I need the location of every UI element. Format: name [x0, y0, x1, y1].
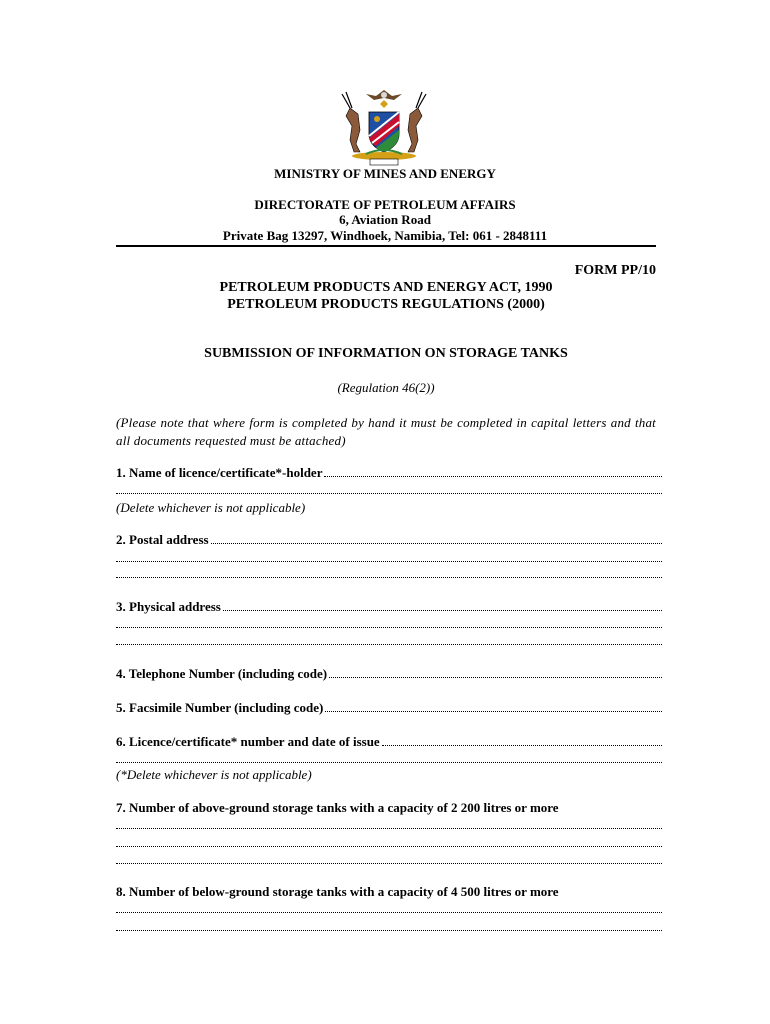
q6-input-line-2[interactable]: [116, 762, 662, 763]
act-title: PETROLEUM PRODUCTS AND ENERGY ACT, 1990: [219, 280, 553, 295]
q5-row: [116, 700, 662, 716]
q2-label: 2. Postal address: [116, 532, 209, 547]
address-line-2: Private Bag 13297, Windhoek, Namibia, Tel: 061 - 2848111: [222, 228, 548, 243]
q1-input-line-2[interactable]: [116, 493, 662, 494]
q5-input-line[interactable]: [325, 700, 662, 712]
q2-input-line[interactable]: [211, 532, 662, 544]
q7-input-line-3[interactable]: [116, 863, 662, 864]
q3-row: [116, 599, 662, 615]
q3-input-line[interactable]: [223, 599, 662, 611]
q8-input-line-2[interactable]: [116, 930, 662, 931]
q3-input-line-2[interactable]: [116, 627, 662, 628]
form-number: FORM PP/10: [574, 263, 656, 278]
directorate-name: DIRECTORATE OF PETROLEUM AFFAIRS: [254, 197, 516, 212]
q4-input-line[interactable]: [329, 666, 662, 678]
q6-label: 6. Licence/certificate* number and date of issue: [116, 734, 380, 749]
q2-row: [116, 532, 662, 548]
q2-input-line-3[interactable]: [116, 577, 662, 578]
regulation-reference: (Regulation 46(2)): [337, 380, 435, 395]
q8-input-line-1[interactable]: [116, 912, 662, 913]
q4-row: [116, 666, 662, 682]
q1-row: [116, 465, 662, 481]
q2-input-line-2[interactable]: [116, 561, 662, 562]
address-line-1: 6, Aviation Road: [339, 212, 431, 227]
q7-input-line-2[interactable]: [116, 846, 662, 847]
q7-input-line-1[interactable]: [116, 828, 662, 829]
instruction-note: (Please note that where form is completed by hand it must be completed in capital letters and that all documents requested must be attached): [116, 415, 656, 448]
q3-input-line-3[interactable]: [116, 644, 662, 645]
header-divider: [116, 245, 656, 247]
q5-label: 5. Facsimile Number (including code): [116, 700, 324, 715]
q1-input-line[interactable]: [324, 465, 662, 477]
q8-label: 8. Number of below-ground storage tanks with a capacity of 4 500 litres or more: [116, 884, 559, 899]
q4-label: 4. Telephone Number (including code): [116, 666, 328, 681]
q7-label: 7. Number of above-ground storage tanks with a capacity of 2 200 litres or more: [116, 800, 559, 815]
q6-note: (*Delete whichever is not applicable): [116, 767, 312, 782]
q3-label: 3. Physical address: [116, 599, 221, 614]
form-title: SUBMISSION OF INFORMATION ON STORAGE TANKS: [204, 346, 568, 361]
regulations-title: PETROLEUM PRODUCTS REGULATIONS (2000): [227, 297, 545, 312]
q6-row: [116, 734, 662, 750]
q6-input-line[interactable]: [382, 734, 662, 746]
q1-label: 1. Name of licence/certificate*-holder: [116, 465, 323, 480]
ministry-name: MINISTRY OF MINES AND ENERGY: [274, 166, 496, 181]
q1-note: (Delete whichever is not applicable): [116, 500, 306, 515]
namibia-coat-of-arms-icon: [336, 86, 432, 166]
